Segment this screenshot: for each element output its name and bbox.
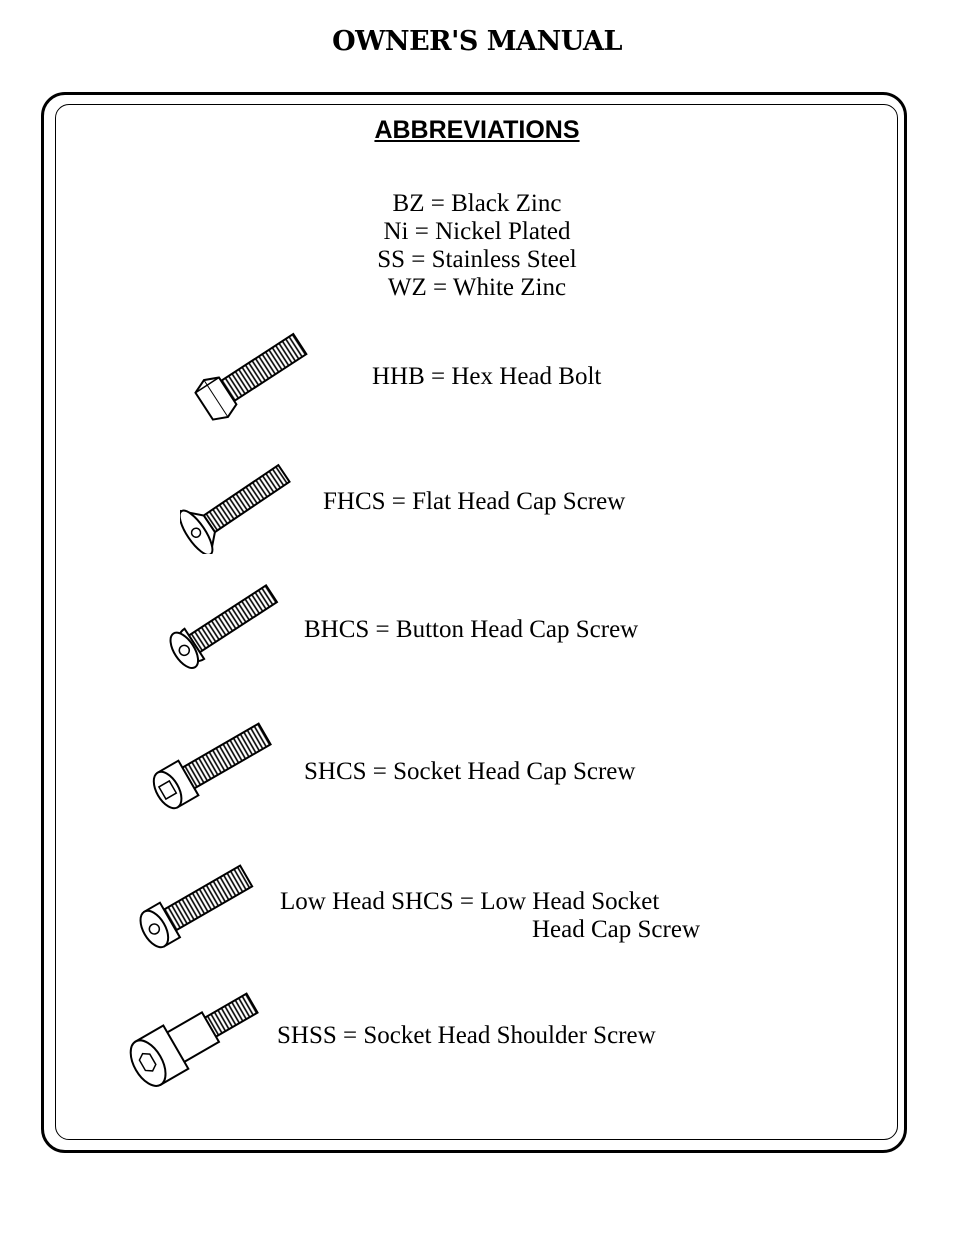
page-title: OWNER'S MANUAL xyxy=(332,26,622,57)
bhcs-definition: BHCS = Button Head Cap Screw xyxy=(304,616,639,643)
material-ss: SS = Stainless Steel xyxy=(377,246,577,273)
material-list xyxy=(0,190,954,302)
low-head-socket-cap-screw-icon xyxy=(135,858,263,952)
shss-definition: SHSS = Socket Head Shoulder Screw xyxy=(277,1022,656,1049)
flat-head-cap-screw-icon xyxy=(180,460,302,554)
fhcs-definition: FHCS = Flat Head Cap Screw xyxy=(323,488,626,515)
low-head-shcs-definition-line2: Head Cap Screw xyxy=(532,916,700,943)
material-wz: WZ = White Zinc xyxy=(387,274,567,301)
hex-head-bolt-icon xyxy=(192,326,320,422)
button-head-cap-screw-icon xyxy=(165,580,289,672)
section-heading: ABBREVIATIONS xyxy=(374,116,580,144)
shoulder-screw-icon xyxy=(125,982,269,1092)
shcs-definition: SHCS = Socket Head Cap Screw xyxy=(304,758,636,785)
hhb-definition: HHB = Hex Head Bolt xyxy=(372,363,602,390)
socket-head-cap-screw-icon xyxy=(148,716,280,812)
material-bz: BZ = Black Zinc xyxy=(392,190,562,217)
low-head-shcs-definition-line1: Low Head SHCS = Low Head Socket xyxy=(280,888,660,915)
material-ni: Ni = Nickel Plated xyxy=(383,218,571,245)
